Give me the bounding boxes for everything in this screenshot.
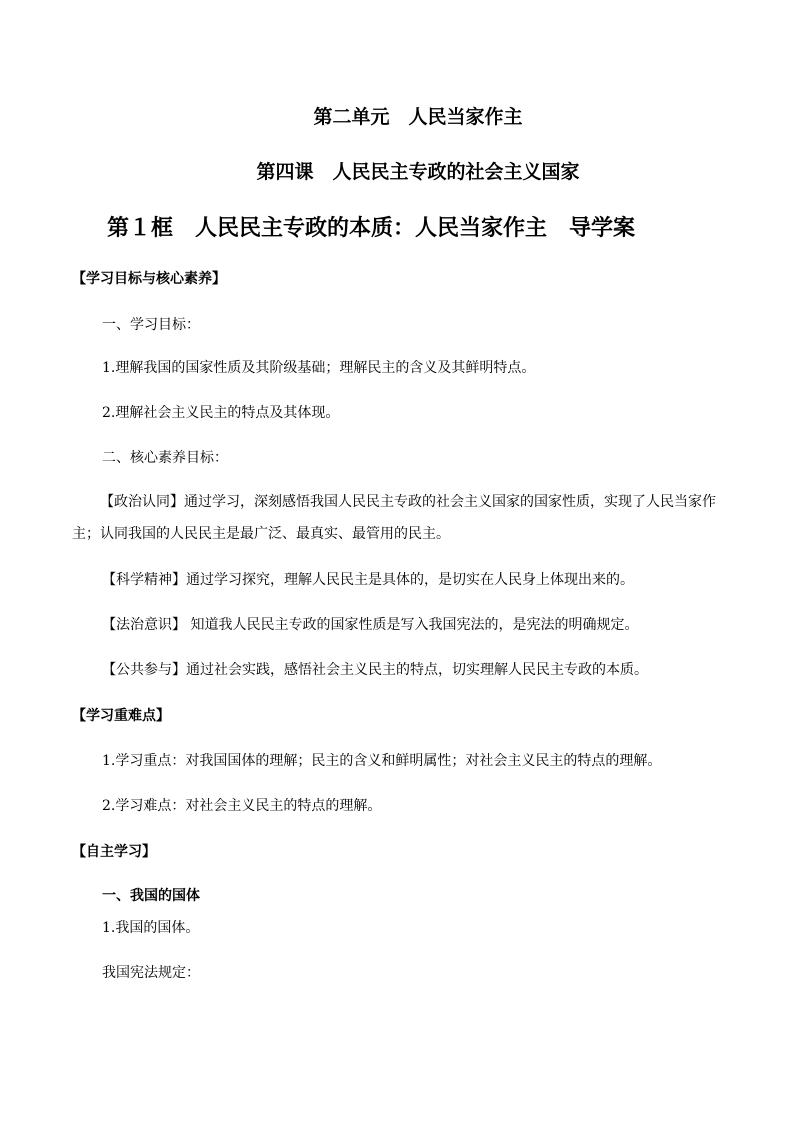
key-point-2: 2.学习难点：对社会主义民主的特点的理解。 (102, 798, 382, 814)
goals-heading: 一、学习目标： (102, 317, 200, 333)
lesson-title: 第四课 人民民主专政的社会主义国家 (256, 161, 580, 183)
frame-title: 第１框 人民民主专政的本质：人民当家作主 导学案 (107, 215, 636, 241)
unit-title: 第二单元 人民当家作主 (313, 106, 523, 128)
key-point-1: 1.学习重点：对我国国体的理解；民主的含义和鲜明属性；对社会主义民主的特点的理解。 (102, 753, 662, 769)
core-item-political-line2: 主；认同我国的人民民主是最广泛、最真实、最管用的民主。 (72, 526, 450, 542)
goal-item-1: 1.理解我国的国家性质及其阶级基础；理解民主的含义及其鲜明特点。 (102, 360, 536, 376)
core-item-law: 【法治意识】 知道我人民民主专政的国家性质是写入我国宪法的，是宪法的明确规定。 (102, 617, 639, 633)
core-item-political-line1: 【政治认同】通过学习，深刻感悟我国人民民主专政的社会主义国家的国家性质，实现了人民当家作 (100, 494, 716, 510)
self-study-heading: 【自主学习】 (72, 844, 156, 860)
core-literacy-heading: 二、核心素养目标： (102, 450, 228, 466)
goal-item-2: 2.理解社会主义民主的特点及其体现。 (102, 405, 340, 421)
key-points-heading: 【学习重难点】 (72, 708, 170, 724)
core-item-participation: 【公共参与】通过社会实践，感悟社会主义民主的特点，切实理解人民民主专政的本质。 (102, 662, 648, 678)
part1-heading: 一、我国的国体 (102, 888, 200, 904)
self-study-item-1: 1.我国的国体。 (102, 920, 200, 936)
core-item-science: 【科学精神】通过学习探究，理解人民民主是具体的，是切实在人民身上体现出来的。 (102, 572, 634, 588)
objectives-heading: 【学习目标与核心素养】 (72, 271, 226, 287)
constitution-text: 我国宪法规定： (102, 965, 200, 981)
